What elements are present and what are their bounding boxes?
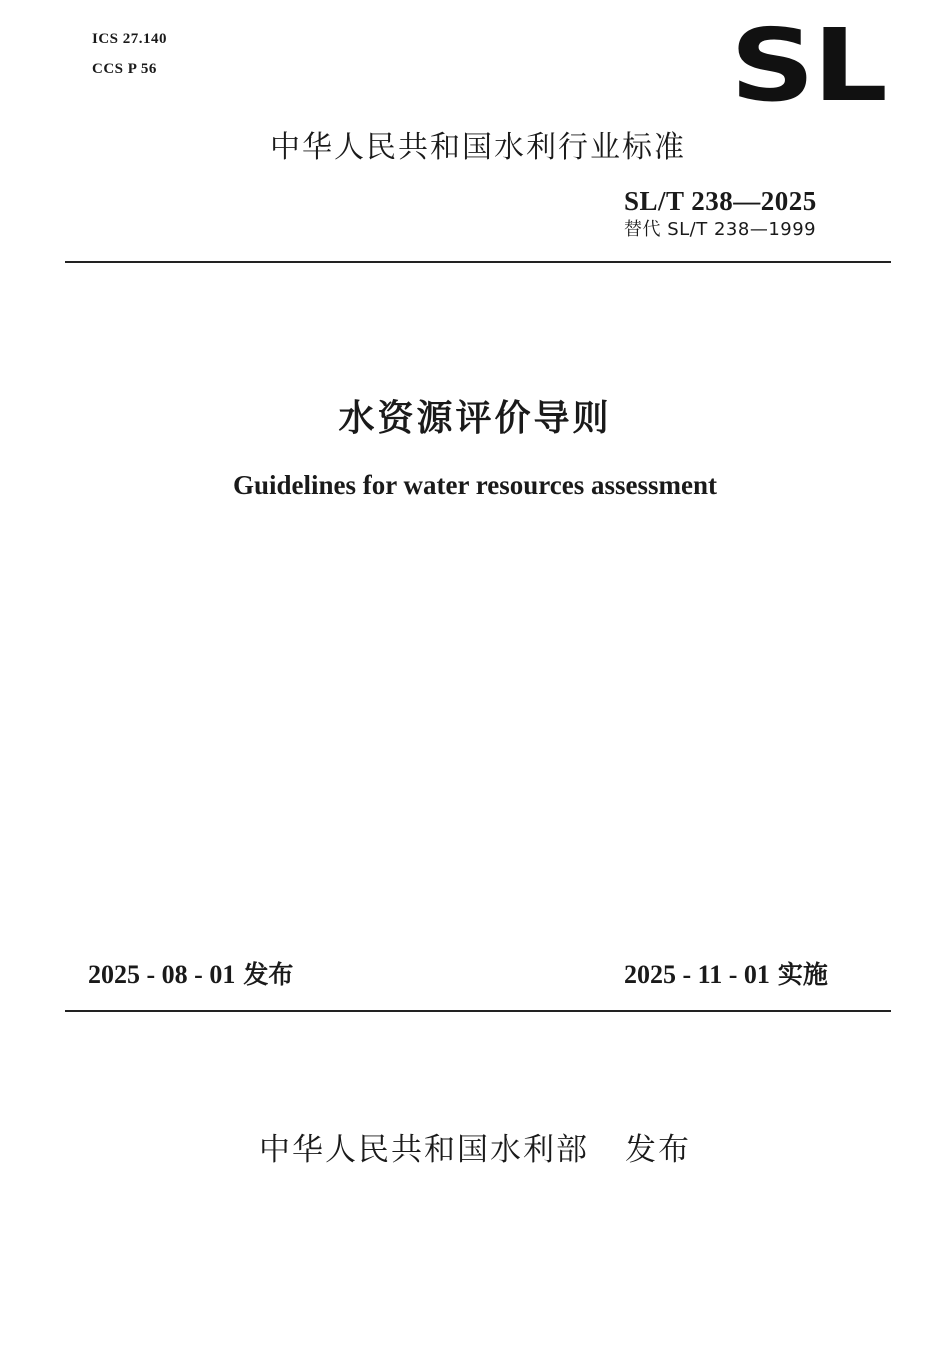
standard-number-block <box>624 185 884 243</box>
implement-date: 2025 - 11 - 01 <box>624 960 770 989</box>
implement-date-line <box>624 955 828 991</box>
document-title-english: Guidelines for water resources assessment <box>233 470 717 500</box>
implement-label: 实施 <box>777 960 828 989</box>
publish-date-line <box>88 955 293 991</box>
publisher-action: 发布 <box>625 1132 691 1168</box>
publish-date: 2025 - 08 - 01 <box>88 960 236 989</box>
industry-standard-heading: 中华人民共和国水利行业标准 <box>270 130 686 165</box>
bottom-divider <box>65 1010 891 1012</box>
document-title-chinese: 水资源评价导则 <box>338 398 612 439</box>
ccs-code: CCS P 56 <box>92 61 157 77</box>
publish-label: 发布 <box>243 960 294 989</box>
publisher-line <box>0 1124 950 1169</box>
standard-number: SL/T 238—2025 <box>624 186 817 216</box>
top-divider <box>65 261 891 263</box>
sl-logo: SL <box>730 7 886 124</box>
publisher-name: 中华人民共和国水利部 <box>259 1132 589 1168</box>
ics-code: ICS 27.140 <box>92 31 168 47</box>
replaces-standard: 替代 SL/T 238—1999 <box>624 219 817 240</box>
